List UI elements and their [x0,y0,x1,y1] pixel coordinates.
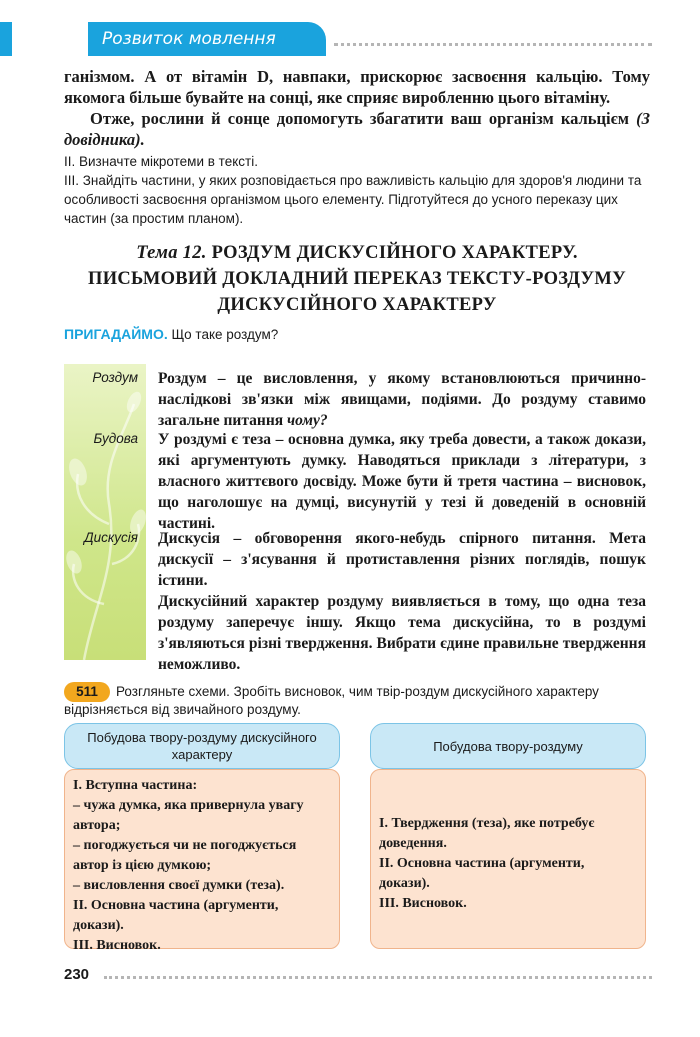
topic-line2: ПИСЬМОВИЙ ДОКЛАДНИЙ ПЕРЕКАЗ ТЕКСТУ-РОЗДУМУ [88,269,626,289]
label-budova: Будова [93,431,138,446]
footer-dotted-rule [104,976,652,979]
list-item: ІІІ. Висновок. [379,896,467,911]
list-item: ІІІ. Висновок. [73,938,161,953]
intro-paragraph [64,66,650,150]
scheme-right-title: Побудова твору-роздуму [370,723,646,769]
list-item: ІІ. Основна частина (аргументи, докази). [379,856,585,891]
def-dyskusia [158,528,646,675]
exercise-text: Розгляньте схеми. Зробіть висновок, чим твір-роздум дискусійного характеру відрізняється від звичайного роздуму. [64,684,599,717]
intro-line1: ганізмом. А от вітамін D, навпаки, прискорює засвоєння кальцію. Тому якомога більше бувайте на сонці, яке сприяє виробленню цього вітаміну. [64,67,650,107]
topic-title [64,240,650,318]
def-rozdum: Роздум – це висловлення, у якому встановлюються причинно-наслідкові зв'язки між явищами, подіями. До роздуму ставимо загальне питання чому? [158,370,646,429]
def-budova: У роздумі є теза – основна думка, яку треба довести, а також докази, які аргументують думку. Наводяться приклади з літератури, з власного життєвого досвіду. Може бути й третя частина – висновок, що наголошує на думці, висунутій у тезі й доведеній в основній частині. [158,431,646,532]
leaf-ornament-icon [64,364,146,660]
topic-number: Тема 12. [136,243,207,263]
list-item: ІІ. Основна частина (аргументи, докази). [73,898,279,933]
label-dyskusia: Дискусія [84,530,138,545]
intro-line2: Отже, рослини й сонце допомогуть збагатити ваш організм кальцієм (З довідника). [64,109,651,149]
scheme-left-title: Побудова твору-роздуму дискусійного характеру [64,723,340,769]
definitions-side-panel [64,364,146,660]
exercise-number-badge: 511 [64,682,110,702]
topic-line1: Тема 12. РОЗДУМ ДИСКУСІЙНОГО ХАРАКТЕРУ. [136,243,578,263]
list-item: – висловлення своєї думки (теза). [73,878,285,893]
recall-prompt [64,326,278,342]
page-number: 230 [64,966,90,983]
header-accent-bar [0,22,12,56]
label-rozdum: Роздум [92,370,138,385]
section-header: Розвиток мовлення [88,22,326,56]
topic-line3: ДИСКУСІЙНОГО ХАРАКТЕРУ [217,295,497,315]
task-3: ІІІ. Знайдіть частини, у яких розповідається про важливість кальцію для здоров'я людини та особливості засвоєння організмом цього елементу. Підготуйтеся до усного переказу цих частин (за простим планом). [64,173,642,226]
list-item: – погоджується чи не погоджується автор із цією думкою; [73,838,297,873]
scheme-right-box [370,769,646,949]
intro-source: (З довідника). [64,109,651,149]
recall-keyword: ПРИГАДАЙМО. [64,326,168,342]
list-item: І. Вступна частина: [73,778,198,793]
scheme-left-box [64,769,340,953]
task-2: ІІ. Визначте мікротеми в тексті. [64,154,258,169]
list-item: І. Твердження (теза), яке потребує доведення. [379,816,595,851]
rozdum-question: чому? [287,412,328,429]
list-item: – чужа думка, яка привернула увагу автора; [73,798,304,833]
recall-question: Що таке роздум? [171,327,279,342]
header-dotted-rule [334,43,652,46]
dyskusia-def: Дискусія – обговорення якого-небудь спірного питання. Мета дискусії – з'ясування й протиставлення різних поглядів, пошук істини. [158,530,646,589]
dyskusia-character: Дискусійний характер роздуму виявляється в тому, що одна теза роздуму заперечує іншу. Якщо тема дискусійна, то в роздумі з'являються різні твердження. Вибрати єдине правильне твердження неможливо. [158,593,646,673]
